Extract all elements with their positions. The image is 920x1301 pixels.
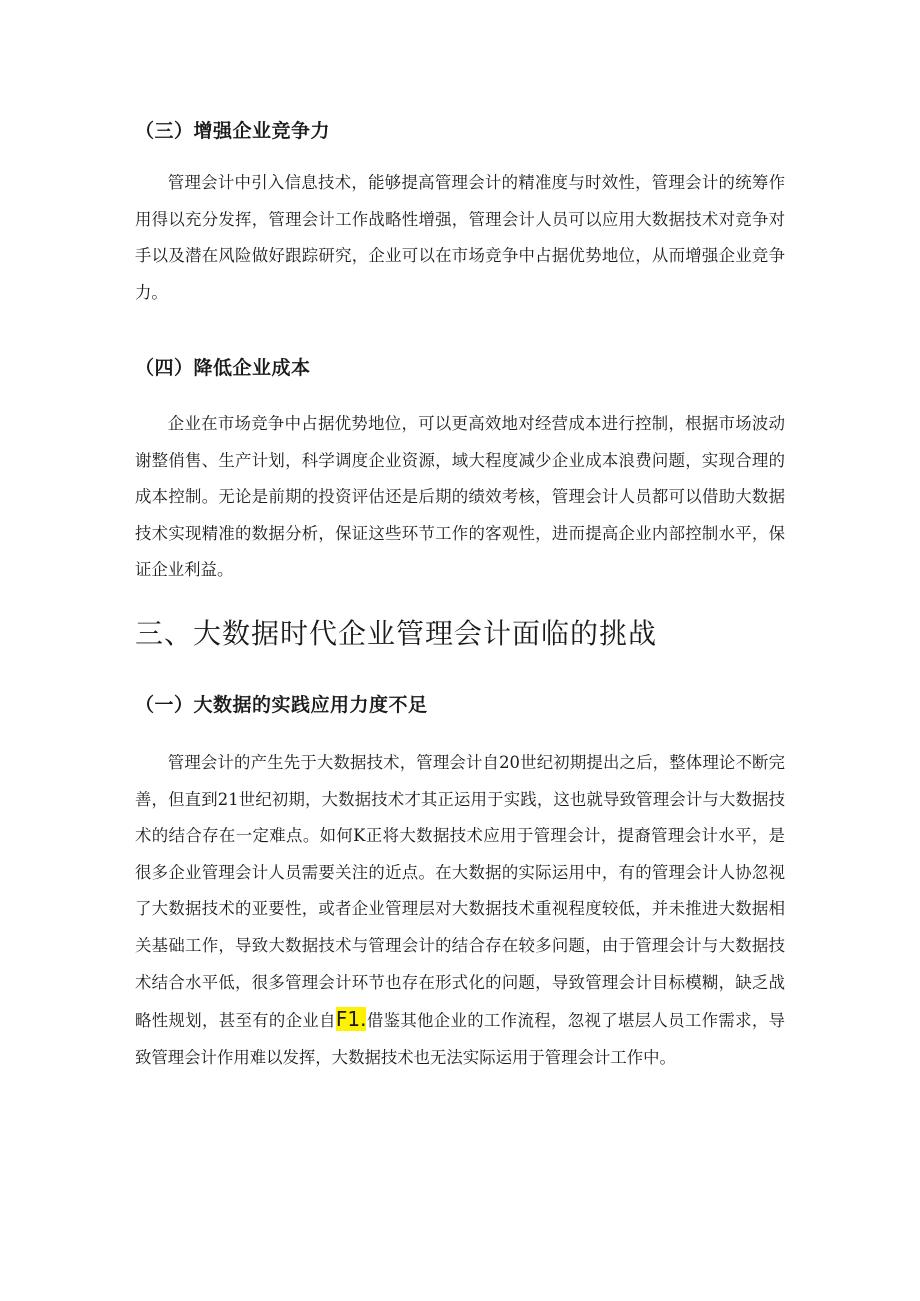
highlighted-text: F1.: [335, 1007, 367, 1032]
section-heading-reduce-cost: （四）降低企业成本: [135, 357, 311, 379]
paragraph-insufficient-application: [135, 745, 785, 1076]
paragraph-reduce-cost: 企业在市场竞争中占据优势地位，可以更高效地对经营成本进行控制，根据市场波动谢整俏售、生产计划，科学调度企业资源，域大程度减少企业成本浪费问题，实现合理的成本控制。无论是前期的投资评估还是后期的绩效考核，管理会计人员都可以借助大数据技术实现精准的数据分析，保证这些环节工作的客观性，进而提高企业内部控制水平，保证企业利益。: [135, 414, 785, 580]
paragraph-text-before: 管理会计的产生先于大数据技术，管理会计自20世纪初期提出之后，整体理论不断完善，但直到21世纪初期，大数据技术才其正运用于实践，这也就导致管理会计与大数据技术的结合存在一定难点。如何K正将大数据技术应用于管理会计，提裔管理会计水平，是很多企业管理会计人员需要关注的近点。在大数据的实际运用中，有的管理会计人协忽视了大数据技术的亚要性，或者企业管理层对大数据技术重视程度较低，并未推进大数据相关基础工作，导致大数据技术与管理会计的结合存在较多问题，由于管理会计与大数据技术结合水平低，很多管理会计环节也存在形式化的问题，导致管理会计目标模糊，缺乏战略性规划，甚至有的企业自: [135, 753, 785, 1031]
chapter-heading-challenges: 三、大数据时代企业管理会计面临的挑战: [135, 617, 658, 650]
paragraph-enhance-competitiveness: 管理会计中引入信息技术，能够提高管理会计的精准度与时效性，管理会计的统筹作用得以充分发挥，管理会计工作战略性增强，管理会计人员可以应用大数据技术对竞争对手以及潜在风险做好跟踪研究，企业可以在市场竞争中占据优势地位，从而增强企业竞争力。: [135, 173, 785, 302]
paragraph-text-after: 借鉴其他企业的工作流程，忽视了堪层人员工作需求，导致管理会计作用难以发挥，大数据技术也无法实际运用于管理会计工作中。: [135, 1011, 786, 1067]
subsection-heading-insufficient-application: （一）大数据的实践应用力度不足: [135, 694, 428, 716]
section-heading-enhance-competitiveness: （三）增强企业竞争力: [135, 120, 331, 142]
